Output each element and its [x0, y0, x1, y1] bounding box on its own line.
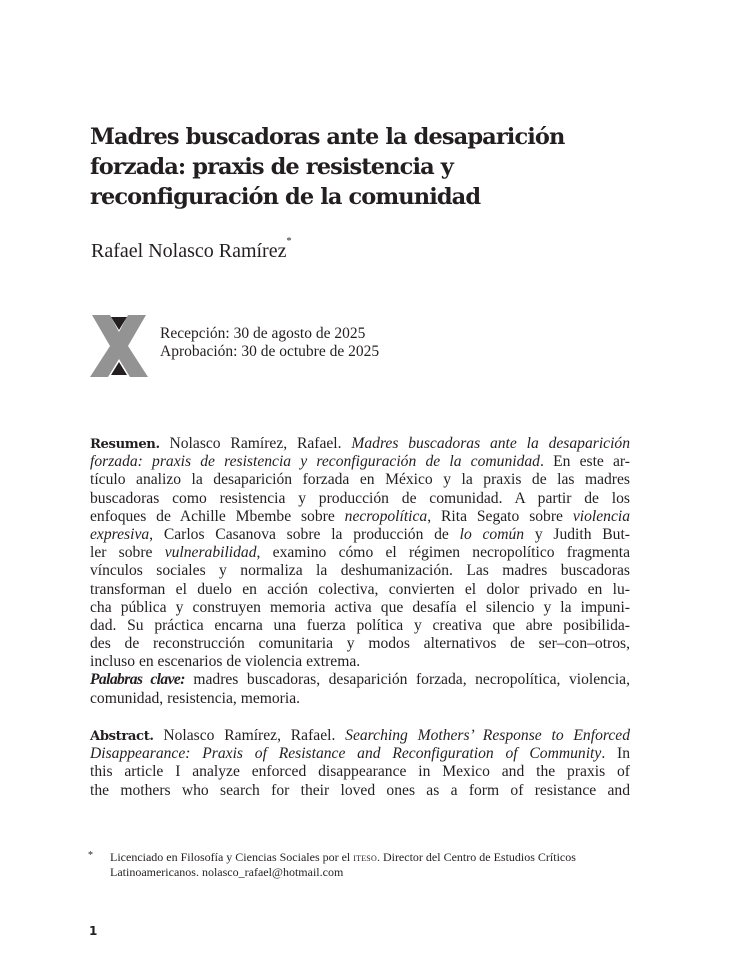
text-line: des de reconstrucción comunitaria y modos alternativos de ser–con–otros, [90, 635, 630, 653]
text-line: ler sobre vulnerabilidad, examino cómo el régimen necropolítico fragmenta [90, 544, 630, 562]
institution-acronym: iteso [353, 850, 377, 864]
text-line: expresiva, Carlos Casanova sobre la producción de lo común y Judith But- [90, 525, 630, 543]
approval-date: Aprobación: 30 de octubre de 2025 [160, 343, 380, 360]
text-line: tículo analizo la desaparición forzada en México y la praxis de las madres [90, 471, 630, 489]
text-line: Resumen. Nolasco Ramírez, Rafael. Madres buscadoras ante la desaparición [90, 435, 630, 452]
text-line: Disappearance: Praxis of Resistance and Reconfiguration of Community. In [90, 745, 630, 763]
footnote-mark: * [88, 850, 93, 861]
author-line [91, 236, 292, 263]
x-journal-logo-icon [90, 315, 148, 377]
footnote-line[interactable]: Latinoamericanos. nolasco_rafael@hotmail.com [110, 865, 344, 879]
text-line: this article I analyze enforced disappearance in Mexico and the praxis of [90, 763, 630, 781]
abstract-paragraph [90, 727, 630, 800]
title-line: forzada: praxis de resistencia y [90, 154, 453, 180]
text-line: enfoques de Achille Mbembe sobre necropolítica, Rita Segato sobre violencia [90, 507, 631, 525]
abstract-label: Abstract. [90, 729, 154, 744]
keywords-text: madres buscadoras, desaparición forzada, necropolítica, violencia, [184, 671, 631, 689]
author-name: Rafael Nolasco Ramírez [91, 240, 287, 262]
title-line: Madres buscadoras ante la desaparición [90, 124, 565, 150]
footnote-line: Licenciado en Filosofía y Ciencias Sociales por el iteso. Director del Centro de Estudios Críticos [110, 850, 576, 864]
keywords-line: comunidad, resistencia, memoria. [90, 689, 301, 707]
page-number: 1 [89, 924, 98, 938]
resumen-paragraph [90, 435, 630, 708]
text-line: incluso en escenarios de violencia extrema. [90, 653, 361, 671]
text-line: the mothers who search for their loved ones as a form of resistance and [90, 781, 630, 799]
resumen-label: Resumen. [90, 437, 160, 452]
dates-block [160, 325, 379, 361]
text-line: buscadoras como resistencia y producción de comunidad. A partir de los [90, 489, 630, 507]
keywords-line [90, 671, 630, 689]
title-line: reconfiguración de la comunidad [90, 184, 481, 210]
text-line: cha pública y construyen memoria activa que desafía el silencio y la impuni- [90, 598, 630, 616]
author-footnote-mark: * [286, 236, 292, 247]
text-line: transforman el duelo en acción colectiva, convierten el dolor privado en lu- [90, 580, 630, 598]
keywords-label: Palabras clave: [90, 671, 185, 689]
text-line: forzada: praxis de resistencia y reconfiguración de la comunidad. En este ar- [90, 453, 630, 471]
footnote-text [110, 850, 650, 880]
article-title [90, 122, 650, 212]
reception-date: Recepción: 30 de agosto de 2025 [160, 325, 366, 342]
text-line: vínculos sociales y normaliza la deshumanización. Las madres buscadoras [90, 562, 630, 580]
text-line: Abstract. Nolasco Ramírez, Rafael. Searching Mothers’ Response to Enforced [90, 727, 630, 744]
text-line: dad. Su práctica encarna una fuerza política y creativa que abre posibilida- [90, 616, 630, 634]
